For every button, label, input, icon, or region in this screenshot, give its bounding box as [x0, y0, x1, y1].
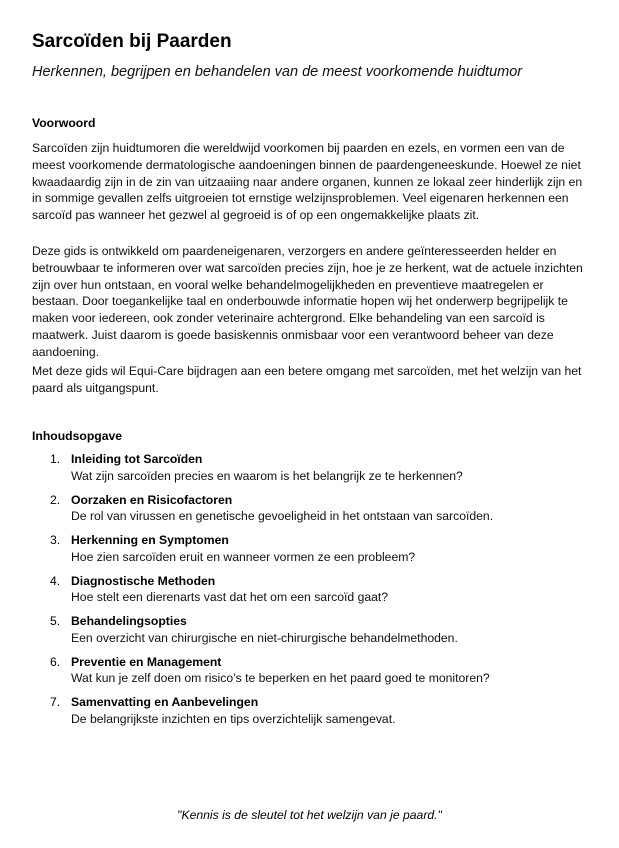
foreword-heading: Voorwoord: [32, 116, 96, 130]
toc-item-title: Oorzaken en Risicofactoren: [71, 492, 233, 507]
toc-item-1[interactable]: [32, 451, 592, 492]
toc-item-number: 6.: [50, 654, 61, 669]
toc-item-title: Herkenning en Symptomen: [71, 533, 229, 547]
toc-item-description: Een overzicht van chirurgische en niet-chirurgische behandelmethoden.: [71, 630, 458, 645]
toc-item-number: 3.: [50, 533, 61, 547]
toc-item-title: Samenvatting en Aanbevelingen: [71, 695, 259, 709]
toc-item-2[interactable]: [32, 492, 592, 533]
footer-quote: "Kennis is de sleutel tot het welzijn van je paard.": [177, 808, 442, 822]
foreword-paragraph-1: Sarcoïden zijn huidtumoren die wereldwijd voorkomen bij paarden en ezels, en vormen een van de meest voorkomende dermatologische aandoeningen binnen de paardengeneeskunde. Hoewel ze niet kwaadaardig zijn in de zin van uitzaaiing naar andere organen, kunnen ze lokaal zeer hinderlijk zijn en in sommige gevallen zelfs uitgroeien tot ernstige welzijnsproblemen. Veel eigenaren herkennen een sarcoïd pas wanneer het gezwel al gegroeid is of op een ongemakkelijke plaats zit.: [32, 141, 583, 223]
toc-item-description: De rol van virussen en genetische gevoeligheid in het ontstaan van sarcoïden.: [71, 509, 494, 523]
foreword-paragraph-3: Met deze gids wil Equi-Care bijdragen aan een betere omgang met sarcoïden, met het welzijn van het paard als uitgangspunt.: [32, 364, 582, 395]
document-subtitle: Herkennen, begrijpen en behandelen van de meest voorkomende huidtumor: [32, 64, 523, 80]
toc-item-number: 7.: [50, 695, 61, 709]
toc-item-title: Preventie en Management: [71, 654, 222, 669]
toc-item-title: Behandelingsopties: [71, 614, 187, 628]
toc-item-number: 4.: [50, 573, 61, 588]
toc-heading: Inhoudsopgave: [32, 429, 123, 443]
document-title: Sarcoïden bij Paarden: [32, 31, 232, 52]
toc-item-title: Inleiding tot Sarcoïden: [71, 452, 203, 466]
toc-item-5[interactable]: [32, 613, 592, 654]
toc-item-description: De belangrijkste inzichten en tips overzichtelijk samengevat.: [71, 711, 396, 726]
toc-item-6[interactable]: [32, 654, 592, 695]
toc-item-number: 2.: [50, 492, 61, 507]
toc-item-description: Hoe zien sarcoïden eruit en wanneer vormen ze een probleem?: [71, 549, 416, 564]
toc-item-title: Diagnostische Methoden: [71, 573, 216, 588]
foreword-paragraph-2: Deze gids is ontwikkeld om paardeneigenaren, verzorgers en andere geïnteresseerden helder en betrouwbaar te informeren over wat sarcoïden precies zijn, hoe je ze herkent, wat de actuele inzichten zijn over hun ontstaan, en vooral welke behandelmogelijkheden en preventieve maatregelen er bestaan. Door toegankelijke taal en onderbouwde informatie hopen wij het onderwerp begrijpelijk te maken voor iedereen, ook zonder veterinaire achtergrond. Elke behandeling van een sarcoïd is maatwerk. Juist daarom is goede basiskennis onmisbaar voor een verantwoord beheer van deze aandoening.: [32, 244, 583, 359]
toc-item-7[interactable]: [32, 694, 592, 735]
table-of-contents: [32, 451, 592, 735]
toc-item-description: Hoe stelt een dierenarts vast dat het om een sarcoïd gaat?: [71, 590, 389, 604]
toc-item-4[interactable]: [32, 573, 592, 614]
toc-item-description: Wat kun je zelf doen om risico’s te beperken en het paard goed te monitoren?: [71, 671, 490, 685]
toc-item-description: Wat zijn sarcoïden precies en waarom is het belangrijk ze te herkennen?: [71, 468, 463, 483]
toc-item-number: 1.: [50, 452, 61, 466]
toc-item-3[interactable]: [32, 532, 592, 573]
toc-item-number: 5.: [50, 614, 61, 628]
